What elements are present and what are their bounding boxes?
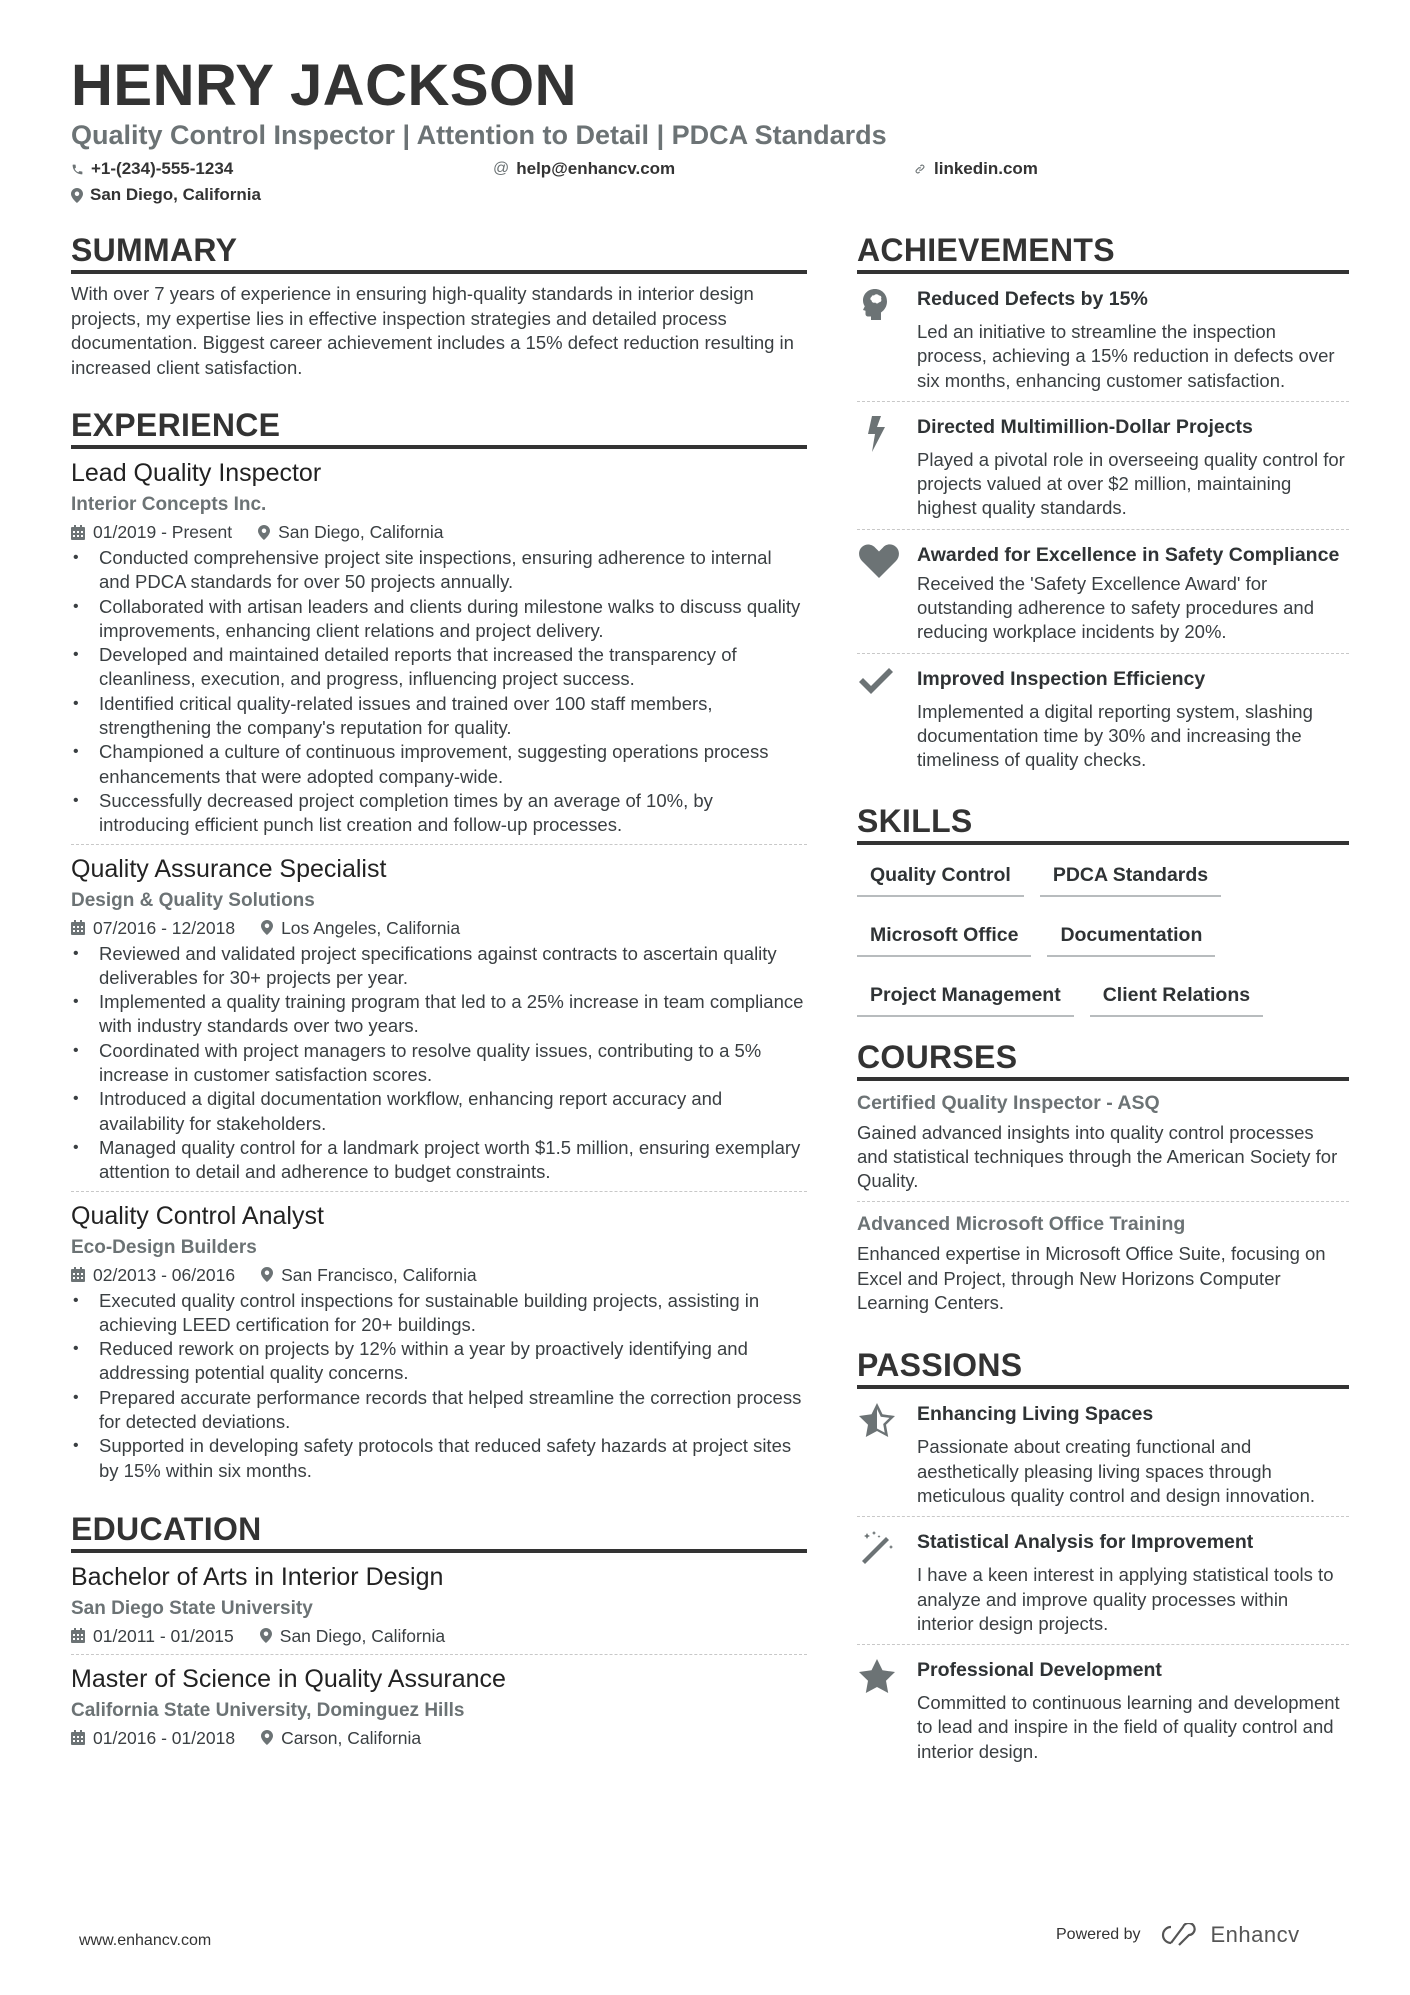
enhancv-logo-icon [1155, 1923, 1201, 1947]
location-text: San Diego, California [278, 522, 444, 542]
education-meta [71, 1726, 807, 1750]
link-icon [913, 162, 927, 176]
passions-section [857, 1347, 1349, 1772]
contact-phone[interactable] [71, 159, 493, 179]
bullet-item: • Introduced a digital documentation workflow, enhancing report accuracy and availability for stakeholders. [71, 1087, 807, 1136]
checkmark-icon [859, 668, 893, 694]
passion-title: Statistical Analysis for Improvement [917, 1531, 1254, 1554]
job-entry [71, 456, 807, 845]
job-meta [71, 1263, 807, 1287]
skill-tag: Client Relations [1090, 973, 1263, 1017]
achievement-desc: Received the 'Safety Excellence Award' for outstanding adherence to safety procedures and reducing workplace incidents by 20%. [917, 572, 1315, 643]
achievement-desc: Implemented a digital reporting system, slashing documentation time by 30% and increasing the timeliness of quality checks. [917, 700, 1313, 771]
location-pin-icon [71, 188, 83, 203]
achievement-desc: Led an initiative to streamline the inspection process, achieving a 15% reduction in defects over six months, enhancing customer satisfaction. [917, 321, 1335, 391]
lightning-bolt-icon [867, 416, 887, 452]
skill-tag: Quality Control [857, 853, 1024, 897]
achievement-title: Directed Multimillion-Dollar Projects [917, 415, 1253, 438]
skill-tag: Documentation [1047, 913, 1215, 957]
course-title: Certified Quality Inspector - ASQ [857, 1091, 1160, 1114]
passion-title: Enhancing Living Spaces [917, 1403, 1154, 1426]
contact-row [71, 156, 1351, 182]
education-dates [71, 1624, 234, 1648]
passion-item [857, 1389, 1349, 1517]
location-text: Carson, California [281, 1727, 422, 1748]
skills-list [857, 853, 1349, 1033]
job-bullets [71, 1289, 807, 1483]
job-location [261, 1263, 477, 1287]
course-item [857, 1202, 1349, 1323]
achievement-item [857, 274, 1349, 402]
left-column [71, 232, 807, 1756]
education-location [261, 1726, 421, 1750]
location-pin-icon [260, 1628, 272, 1643]
section-title-achievements: ACHIEVEMENTS [857, 232, 1349, 274]
achievement-desc: Played a pivotal role in overseeing quality control for projects valued at over $2 million, maintaining highest quality standards. [917, 448, 1345, 519]
education-location [260, 1624, 445, 1648]
education-section [71, 1511, 807, 1756]
experience-section [71, 407, 807, 1489]
at-icon: @ [493, 160, 510, 177]
calendar-icon [71, 1730, 85, 1745]
job-title: Quality Assurance Specialist [71, 854, 387, 883]
passion-desc: I have a keen interest in applying statistical tools to analyze and improve quality processes within interior design projects. [917, 1564, 1334, 1634]
job-dates [71, 916, 235, 940]
course-desc: Enhanced expertise in Microsoft Office Suite, focusing on Excel and Project, through New Horizons Computer Learning Centers. [857, 1243, 1326, 1314]
bullet-item: • Prepared accurate performance records that helped streamline the correction process for detected deviations. [71, 1386, 807, 1435]
summary-text: With over 7 years of experience in ensuring high-quality standards in interior design projects, my expertise lies in effective inspection strategies and detailed process documentation. Biggest career achievement includes a 15% defect reduction resulting in increased client satisfaction. [71, 283, 794, 378]
location-pin-icon [261, 920, 273, 935]
skill-tag: PDCA Standards [1040, 853, 1221, 897]
education-entry [71, 1662, 807, 1756]
company-name: Eco-Design Builders [71, 1236, 257, 1258]
job-meta [71, 916, 807, 940]
course-item [857, 1081, 1349, 1203]
passion-item [857, 1517, 1349, 1645]
section-title-experience: EXPERIENCE [71, 407, 807, 449]
education-dates [71, 1726, 235, 1750]
passion-desc: Passionate about creating functional and aesthetically pleasing living spaces through meticulous quality control and design innovation. [917, 1436, 1315, 1506]
skill-tag: Microsoft Office [857, 913, 1031, 957]
contact-link[interactable] [913, 159, 1038, 179]
calendar-icon [71, 1628, 85, 1643]
achievement-item [857, 530, 1349, 654]
school-name: California State University, Dominguez Hills [71, 1699, 465, 1721]
location-pin-icon [261, 1730, 273, 1745]
enhancv-logo[interactable] [1155, 1922, 1300, 1948]
job-title: Quality Control Analyst [71, 1201, 324, 1230]
bullet-item: • Championed a culture of continuous improvement, suggesting operations process enhancements that were adopted company-wide. [71, 740, 807, 789]
bullet-item: • Conducted comprehensive project site inspections, ensuring adherence to internal and PDCA standards for over 50 projects annually. [71, 546, 807, 595]
job-bullets [71, 942, 807, 1185]
passion-desc: Committed to continuous learning and development to lead and inspire in the field of quality control and interior design. [917, 1692, 1340, 1762]
bullet-item: • Identified critical quality-related issues and trained over 100 staff members, strengthening the company's reputation for quality. [71, 692, 807, 741]
location-pin-icon [258, 525, 270, 540]
passion-item [857, 1645, 1349, 1772]
course-title: Advanced Microsoft Office Training [857, 1213, 1186, 1236]
achievement-item [857, 402, 1349, 530]
section-title-summary: SUMMARY [71, 232, 807, 274]
bullet-item: • Supported in developing safety protocols that reduced safety hazards at project sites by 15% within six months. [71, 1434, 807, 1483]
contact-email[interactable] [493, 159, 913, 179]
company-name: Design & Quality Solutions [71, 889, 315, 911]
bullet-item: • Reviewed and validated project specifications against contracts to ascertain quality deliverables for 30+ projects per year. [71, 942, 807, 991]
location-pin-icon [261, 1267, 273, 1282]
summary-section [71, 232, 807, 407]
job-entry [71, 852, 807, 1192]
job-bullets [71, 546, 807, 838]
job-dates [71, 1263, 235, 1287]
calendar-icon [71, 1267, 85, 1282]
passion-title: Professional Development [917, 1659, 1162, 1682]
course-desc: Gained advanced insights into quality control processes and statistical techniques through the American Society for Quality. [857, 1121, 1338, 1192]
dates-text: 01/2011 - 01/2015 [93, 1625, 234, 1646]
job-location [261, 916, 460, 940]
linkedin-url: linkedin.com [934, 159, 1038, 178]
bullet-item: • Collaborated with artisan leaders and clients during milestone walks to discuss quality improvements, enhancing client relations and project delivery. [71, 595, 807, 644]
job-title: Lead Quality Inspector [71, 459, 322, 487]
skills-section [857, 803, 1349, 1033]
achievement-title: Reduced Defects by 15% [917, 288, 1148, 310]
location-text: San Francisco, California [281, 1264, 477, 1285]
section-title-education: EDUCATION [71, 1511, 807, 1553]
resume-header [71, 52, 1351, 208]
location-text: Los Angeles, California [281, 917, 461, 938]
star-icon [859, 1659, 895, 1693]
job-meta [71, 520, 807, 544]
bullet-item: • Developed and maintained detailed reports that increased the transparency of cleanliness, execution, and progress, influencing project success. [71, 643, 807, 692]
achievement-title: Improved Inspection Efficiency [917, 667, 1206, 690]
skill-tag: Project Management [857, 973, 1074, 1017]
email-address: help@enhancv.com [516, 159, 676, 178]
calendar-icon [71, 920, 85, 935]
dates-text: 07/2016 - 12/2018 [93, 917, 236, 938]
footer-website[interactable]: www.enhancv.com [79, 1932, 212, 1949]
school-name: San Diego State University [71, 1597, 313, 1619]
degree-title: Bachelor of Arts in Interior Design [71, 1562, 444, 1591]
heart-icon [859, 544, 899, 578]
bullet-item: • Reduced rework on projects by 12% within a year by proactively identifying and addressing potential quality concerns. [71, 1337, 807, 1386]
right-column [857, 232, 1349, 1772]
head-brain-icon [859, 288, 891, 320]
calendar-icon [71, 525, 85, 540]
education-meta [71, 1624, 807, 1648]
bullet-item: • Executed quality control inspections for sustainable building projects, assisting in achieving LEED certification for 20+ buildings. [71, 1289, 807, 1338]
achievement-item [857, 654, 1349, 781]
dates-text: 01/2016 - 01/2018 [93, 1727, 236, 1748]
bullet-item: • Coordinated with project managers to resolve quality issues, contributing to a 5% increase in customer satisfaction scores. [71, 1039, 807, 1088]
contact-location [71, 185, 261, 205]
education-entry [71, 1560, 807, 1655]
dates-text: 01/2019 - Present [93, 522, 233, 542]
candidate-headline: Quality Control Inspector | Attention to Detail | PDCA Standards [71, 120, 887, 150]
company-name: Interior Concepts Inc. [71, 494, 267, 515]
job-entry [71, 1199, 807, 1489]
achievements-section [857, 232, 1349, 781]
location-text: San Diego, California [90, 185, 261, 204]
achievement-title: Awarded for Excellence in Safety Compliance [917, 543, 1340, 566]
dates-text: 02/2013 - 06/2016 [93, 1264, 236, 1285]
degree-title: Master of Science in Quality Assurance [71, 1664, 506, 1693]
half-star-icon [859, 1403, 895, 1437]
bullet-item: • Implemented a quality training program that led to a 25% increase in team compliance with industry standards over two years. [71, 990, 807, 1039]
section-title-courses: COURSES [857, 1039, 1349, 1081]
phone-number: +1-(234)-555-1234 [91, 159, 234, 178]
section-title-passions: PASSIONS [857, 1347, 1349, 1389]
candidate-name: HENRY JACKSON [71, 53, 578, 118]
brand-name: Enhancv [1210, 1922, 1300, 1947]
location-text: San Diego, California [279, 1625, 446, 1646]
job-dates [71, 520, 232, 544]
powered-by-label: Powered by [1056, 1926, 1141, 1943]
footer-branding [1056, 1922, 1300, 1948]
contact-row-2 [71, 182, 1351, 208]
bullet-item: • Managed quality control for a landmark project worth $1.5 million, ensuring exemplary attention to detail and adherence to budget constraints. [71, 1136, 807, 1185]
magic-wand-icon [859, 1531, 895, 1567]
phone-icon [71, 163, 84, 176]
bullet-item: • Successfully decreased project completion times by an average of 10%, by introducing efficient punch list creation and follow-up processes. [71, 789, 807, 838]
job-location [258, 520, 443, 544]
section-title-skills: SKILLS [857, 803, 1349, 845]
courses-section [857, 1039, 1349, 1324]
